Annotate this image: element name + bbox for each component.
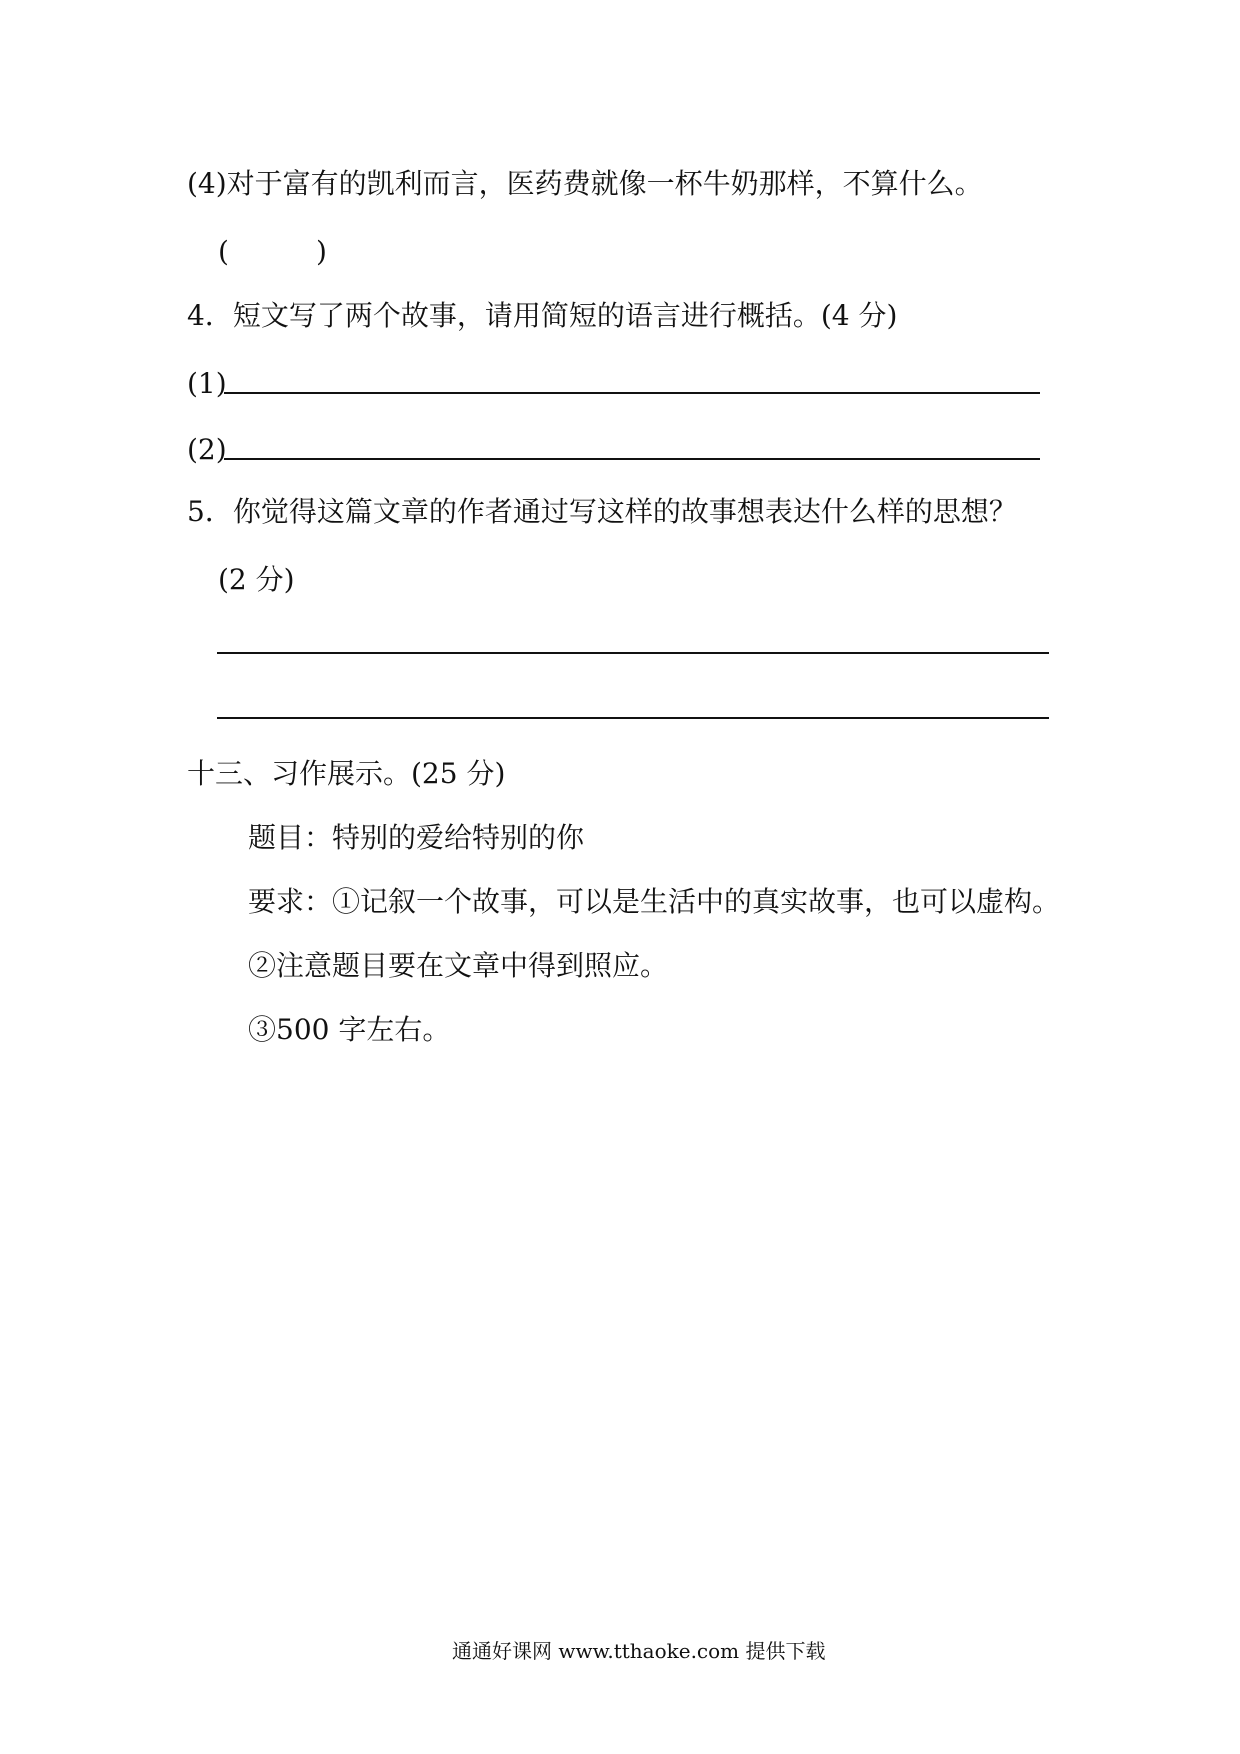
blank-1-label: (1) (187, 367, 227, 400)
answer-line-2[interactable] (224, 458, 1040, 460)
answer-line-1[interactable] (224, 392, 1040, 394)
answer-paren-close: ) (316, 235, 327, 268)
answer-line-3[interactable] (217, 652, 1049, 654)
essay-requirement-1: 要求：①记叙一个故事，可以是生活中的真实故事，也可以虚构。 (248, 885, 1061, 918)
essay-topic: 题目：特别的爱给特别的你 (248, 821, 585, 854)
question-4-prompt: 4．短文写了两个故事，请用简短的语言进行概括。(4 分) (187, 299, 898, 332)
essay-requirement-3: ③500 字左右。 (248, 1013, 451, 1046)
section-13-title: 十三、习作展示。(25 分) (187, 757, 506, 790)
question-5-score: (2 分) (218, 563, 295, 596)
answer-line-4[interactable] (217, 717, 1049, 719)
item-4-text: (4)对于富有的凯利而言，医药费就像一杯牛奶那样，不算什么。 (187, 167, 983, 200)
essay-requirement-2: ②注意题目要在文章中得到照应。 (248, 949, 669, 982)
blank-2-label: (2) (187, 433, 227, 466)
answer-paren-open: ( (218, 235, 229, 268)
footer-text: 通通好课网 www.tthaoke.com 提供下载 (452, 1639, 826, 1663)
question-5-prompt: 5．你觉得这篇文章的作者通过写这样的故事想表达什么样的思想？ (187, 495, 1017, 528)
